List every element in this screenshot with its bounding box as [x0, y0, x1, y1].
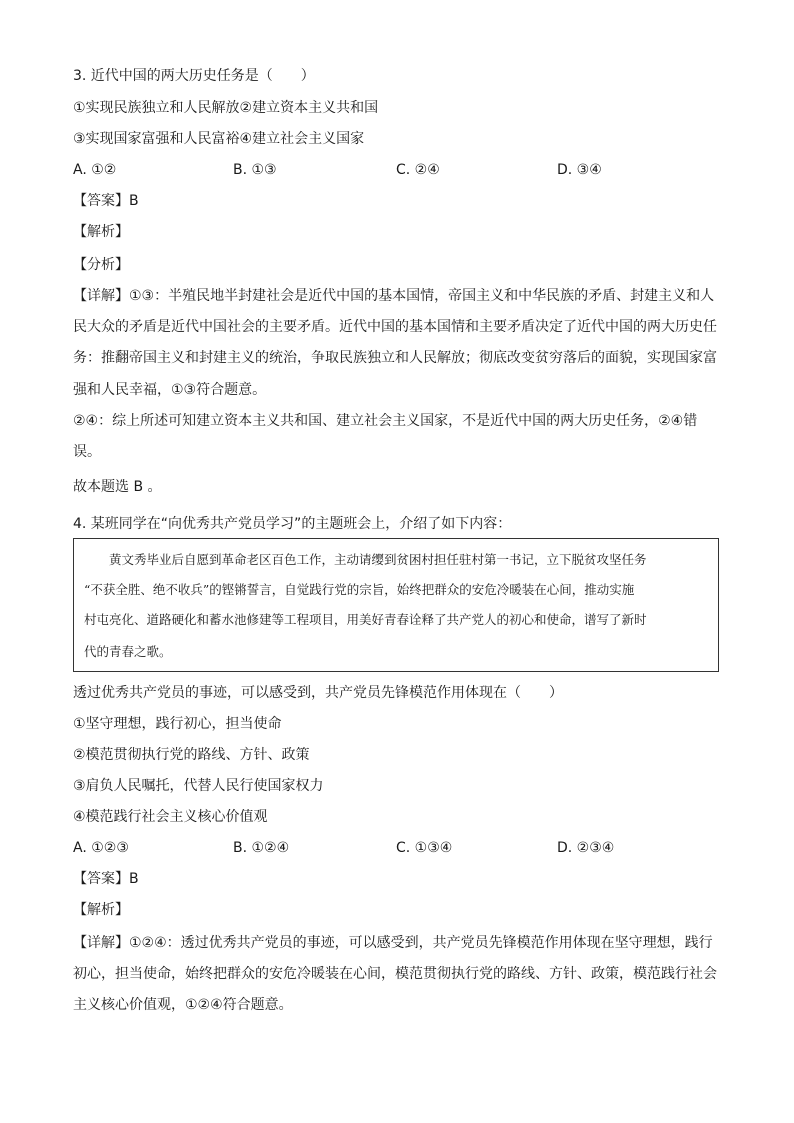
q4-option-c: C. ①③④: [396, 840, 453, 856]
q3-detail-line-2: 民大众的矛盾是近代中国社会的主要矛盾。近代中国的基本国情和主要矛盾决定了近代中国的两大历史任: [73, 319, 717, 335]
q3-analysis-heading: 【解析】: [73, 224, 129, 240]
q4-quote-line-1: 黄文秀毕业后自愿到革命老区百色工作，主动请缨到贫困村担任驻村第一书记，立下脱贫攻坚任务: [84, 552, 647, 567]
q3-answer: 【答案】B: [73, 193, 139, 209]
q4-option-a: A. ①②③: [73, 840, 129, 856]
q3-detail-line-4: 强和人民幸福，①③符合题意。: [73, 382, 267, 398]
q4-option-d: D. ②③④: [557, 840, 615, 856]
q4-quote-line-3: 村屯亮化、道路硬化和蓄水池修建等工程项目，用美好青春诠释了共产党人的初心和使命，谱写了新时: [84, 612, 647, 627]
q3-option-d: D. ③④: [557, 162, 602, 178]
q4-item-2: ②模范贯彻执行党的路线、方针、政策: [73, 747, 310, 763]
q3-option-a: A. ①②: [73, 162, 117, 178]
q4-detail-line-3: 主义核心价值观，①②④符合题意。: [73, 997, 293, 1013]
q4-quote-line-4: 代的青春之歌。: [84, 644, 172, 659]
q4-detail-line-2: 初心，担当使命，始终把群众的安危冷暖装在心间，模范贯彻执行党的路线、方针、政策，模范践行社会: [73, 966, 717, 982]
q3-item-1: ①实现民族独立和人民解放②建立资本主义共和国: [73, 100, 379, 116]
q4-item-1: ①坚守理想，践行初心，担当使命: [73, 716, 282, 732]
q4-answer: 【答案】B: [73, 871, 139, 887]
q4-item-4: ④模范践行社会主义核心价值观: [73, 809, 268, 825]
q3-stem: 3. 近代中国的两大历史任务是（ ）: [73, 68, 315, 84]
q3-detail-line-5: ②④：综上所述可知建立资本主义共和国、建立社会主义国家，不是近代中国的两大历史任务，②④错: [73, 413, 698, 429]
q4-quote-line-2: “不获全胜、绝不收兵”的铿锵誓言，自觉践行党的宗旨，始终把群众的安危冷暖装在心间，推动实施: [84, 582, 635, 597]
q4-stem: 4. 某班同学在“向优秀共产党员学习”的主题班会上，介绍了如下内容：: [73, 516, 512, 532]
q4-item-3: ③肩负人民嘱托，代替人民行使国家权力: [73, 778, 324, 794]
q3-detail-line-6: 误。: [73, 444, 101, 460]
q4-question: 透过优秀共产党员的事迹，可以感受到，共产党员先锋模范作用体现在（ ）: [73, 685, 563, 701]
q3-conclusion: 故本题选 B 。: [73, 479, 162, 495]
q4-analysis-heading: 【解析】: [73, 902, 129, 918]
q4-detail-line-1: 【详解】①②④：透过优秀共产党员的事迹，可以感受到，共产党员先锋模范作用体现在坚守理想，践行: [73, 935, 713, 951]
q3-option-c: C. ②④: [396, 162, 440, 178]
q3-option-b: B. ①③: [233, 162, 277, 178]
q3-item-2: ③实现国家富强和人民富裕④建立社会主义国家: [73, 131, 365, 147]
q3-fenxi-heading: 【分析】: [73, 257, 129, 273]
q3-detail-line-1: 【详解】①③：半殖民地半封建社会是近代中国的基本国情，帝国主义和中华民族的矛盾、封建主义和人: [73, 288, 715, 304]
q4-quote-box: [73, 538, 719, 672]
q3-detail-line-3: 务：推翻帝国主义和封建主义的统治，争取民族独立和人民解放；彻底改变贫穷落后的面貌，实现国家富: [73, 350, 717, 366]
q4-option-b: B. ①②④: [233, 840, 290, 856]
